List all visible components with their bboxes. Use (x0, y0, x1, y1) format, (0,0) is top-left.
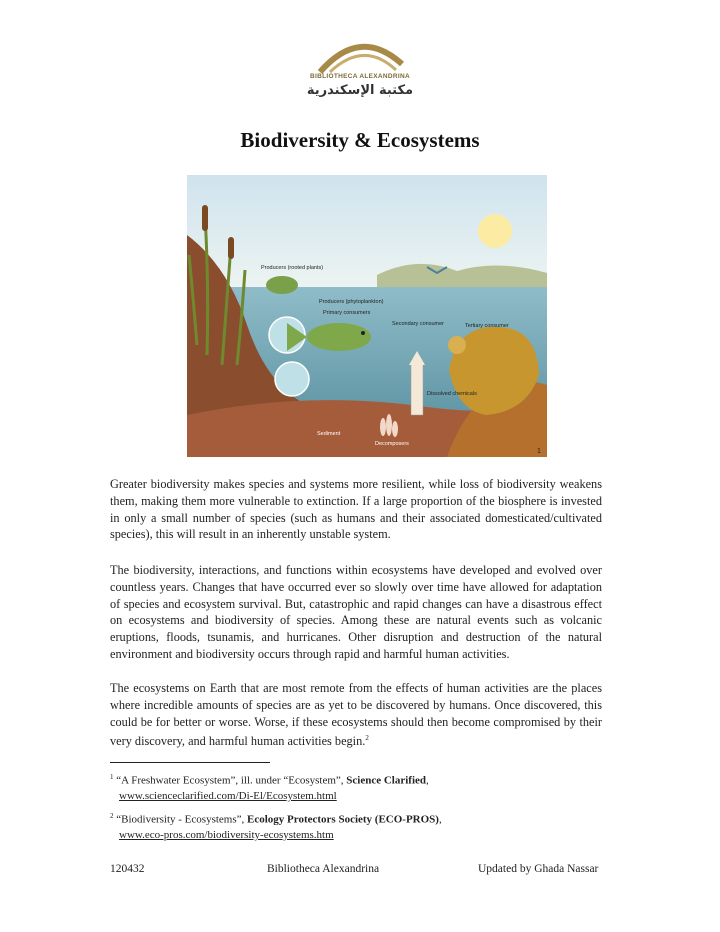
label-sediment: Sediment (317, 431, 341, 437)
footnote-1-text: “A Freshwater Ecosystem”, ill. under “Ecosystem”, (116, 774, 347, 787)
rooted-plants-icon (266, 276, 298, 294)
paragraph-3-text: The ecosystems on Earth that are most remote from the effects of human activities are the places where incredible amounts of species are as yet to be discovered by humans. Once discovered, this could be for better or worse. Worse, if these ecosystems should then become compromised by their very discovery, and harmful human activities begin. (110, 681, 602, 749)
footnote-1-comma: , (426, 774, 429, 787)
sun-icon (478, 214, 512, 248)
footnote-2-text: “Biodiversity - Ecosystems”, (116, 813, 248, 826)
footnote-2-source: Ecology Protectors Society (ECO-PROS) (247, 813, 439, 826)
footnote-ref-2[interactable]: 2 (365, 734, 369, 743)
paragraph-1: Greater biodiversity makes species and systems more resilient, while loss of biodiversity weakens them, making them more vulnerable to extinction. If a large proportion of the biosphere is invested in only a small number of species (such as humans and their associated domesticated/cultivated species), this will result in an inherently unstable system. (110, 477, 602, 542)
paragraph-3 (110, 680, 602, 750)
figure-number: 1 (537, 448, 541, 455)
ecosystem-illustration (187, 175, 547, 457)
library-logo (290, 32, 430, 104)
zooplankton-icon (275, 362, 309, 396)
footnote-2-link[interactable]: www.eco-pros.com/biodiversity-ecosystems.htm (119, 828, 334, 841)
arch-logo-icon (290, 32, 430, 74)
footer-id: 120432 (110, 863, 145, 875)
footnote-1-number: 1 (110, 773, 114, 781)
footnote-2 (110, 809, 610, 843)
logo-name: BIBLIOTHECA ALEXANDRINA (310, 73, 410, 80)
footer-institution: Bibliotheca Alexandrina (267, 863, 380, 875)
footnote-2-comma: , (438, 813, 442, 826)
label-producers-phyto: Producers (phytoplankton) (319, 299, 384, 305)
footnote-2-number: 2 (110, 812, 114, 820)
page-title: Biodiversity & Ecosystems (240, 128, 480, 152)
footnote-1 (110, 770, 610, 804)
footer-author: Updated by Ghada Nassar (478, 863, 599, 875)
label-producers-rooted: Producers (rooted plants) (261, 265, 324, 271)
paragraph-2: The biodiversity, interactions, and functions within ecosystems have developed and evolved over countless years. Changes that have occurred ever so slowly over time have allowed for adaptation of species and ecosystem survival. But, catastrophic and rapid changes can have a disastrous effect on ecosystems and biodiversity of species. Among these are natural events such as volcanic eruptions, floods, tsunamis, and hurricanes. Other disruption and destruction of the natural environment and biodiversity occurs through rapid and harmful human activities. (110, 563, 602, 661)
label-dissolved-chemicals: Dissolved chemicals (427, 391, 477, 397)
footnote-1-source: Science Clarified (346, 774, 427, 787)
footnote-1-link[interactable]: www.scienceclarified.com/Di-El/Ecosystem.html (119, 789, 337, 802)
label-secondary-consumer: Secondary consumer (392, 321, 444, 327)
label-primary-consumers: Primary consumers (323, 310, 371, 316)
label-tertiary-consumer: Tertiary consumer (465, 323, 509, 329)
label-decomposers: Decomposers (375, 441, 409, 447)
logo-arabic-name: مكتبة الإسكندرية (306, 83, 414, 98)
footnote-divider (110, 762, 270, 763)
